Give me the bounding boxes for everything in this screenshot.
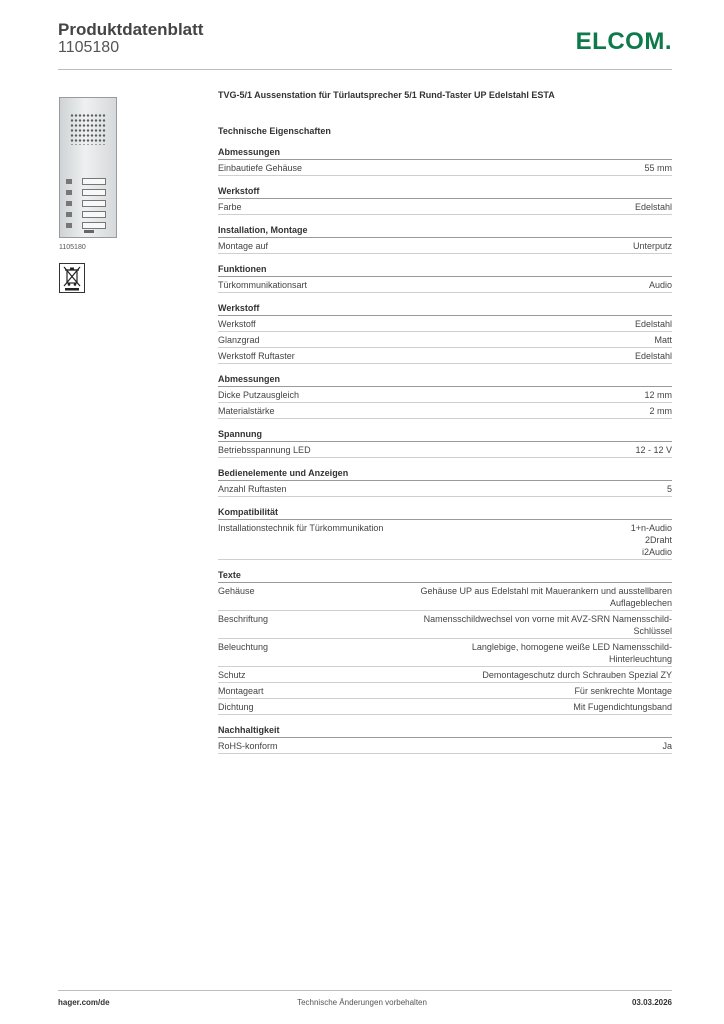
- speaker-grille: [70, 113, 106, 145]
- crossed-out-bin-icon: [59, 263, 85, 293]
- property-value-line: 1+n-Audio: [630, 523, 672, 533]
- section-heading: Bedienelemente und Anzeigen: [218, 468, 672, 481]
- property-value: [424, 613, 672, 637]
- call-button-row: [66, 200, 106, 207]
- property-value: [573, 701, 672, 713]
- section-heading: Abmessungen: [218, 374, 672, 387]
- property-row: [218, 316, 672, 332]
- property-row: [218, 738, 672, 754]
- property-value: [472, 641, 672, 665]
- property-row: [218, 332, 672, 348]
- property-section: [218, 374, 672, 419]
- property-section: [218, 186, 672, 215]
- section-heading: Abmessungen: [218, 147, 672, 160]
- property-value-line: Auflageblechen: [609, 598, 672, 608]
- property-label: Einbautiefe Gehäuse: [218, 163, 303, 173]
- property-row: [218, 160, 672, 176]
- property-label: RoHS-konform: [218, 741, 278, 751]
- property-value-line: Namensschildwechsel von vorne mit AVZ-SRN Namensschild-: [423, 614, 672, 624]
- property-value-line: Ja: [662, 741, 672, 751]
- property-row: [218, 199, 672, 215]
- property-value-line: Audio: [648, 280, 672, 290]
- property-label: Glanzgrad: [218, 335, 260, 345]
- property-row: [218, 277, 672, 293]
- property-label: Installationstechnik für Türkommunikation: [218, 523, 384, 533]
- property-section: [218, 429, 672, 458]
- property-value-line: Demontageschutz durch Schrauben Spezial ZY: [482, 670, 672, 680]
- property-value-line: Schlüssel: [633, 626, 672, 636]
- property-value: [644, 162, 672, 174]
- property-row: [218, 481, 672, 497]
- property-value-line: Unterputz: [632, 241, 672, 251]
- section-heading: Texte: [218, 570, 672, 583]
- property-row: [218, 238, 672, 254]
- property-row: [218, 348, 672, 364]
- call-button-row: [66, 211, 106, 218]
- property-value-line: 2Draht: [644, 535, 672, 545]
- article-number: 1105180: [58, 39, 120, 56]
- call-button-row: [66, 178, 106, 185]
- section-heading: Werkstoff: [218, 303, 672, 316]
- property-row: [218, 403, 672, 419]
- footer-divider: [58, 990, 672, 991]
- property-value: [649, 279, 672, 291]
- property-section: [218, 225, 672, 254]
- property-row: [218, 639, 672, 667]
- property-value-line: Matt: [654, 335, 672, 345]
- header-divider: [58, 69, 672, 70]
- property-value-line: Langlebige, homogene weiße LED Namensschild-: [471, 642, 672, 652]
- brand-mark: [84, 230, 94, 233]
- property-label: Montageart: [218, 686, 264, 696]
- product-image: [59, 97, 117, 238]
- property-section: [218, 725, 672, 754]
- property-label: Betriebsspannung LED: [218, 445, 311, 455]
- section-heading: Kompatibilität: [218, 507, 672, 520]
- property-section: [218, 303, 672, 364]
- property-row: [218, 583, 672, 611]
- property-value-line: 12 mm: [644, 390, 672, 400]
- property-row: [218, 667, 672, 683]
- property-section: [218, 468, 672, 497]
- elcom-logo: ELCOM.: [575, 28, 672, 55]
- footer-date: 03.03.2026: [631, 998, 672, 1007]
- property-section: [218, 507, 672, 560]
- call-button-row: [66, 222, 106, 229]
- property-label: Gehäuse: [218, 586, 255, 596]
- property-row: [218, 611, 672, 639]
- property-value: [635, 318, 672, 330]
- property-label: Materialstärke: [218, 406, 275, 416]
- property-value: [635, 444, 672, 456]
- property-row: [218, 683, 672, 699]
- property-value-line: 12 - 12 V: [635, 445, 672, 455]
- property-value-line: Hinterleuchtung: [608, 654, 672, 664]
- property-value-line: i2Audio: [641, 547, 672, 557]
- property-label: Werkstoff Ruftaster: [218, 351, 295, 361]
- property-value-line: Gehäuse UP aus Edelstahl mit Mauerankern und ausstellbaren: [420, 586, 672, 596]
- property-label: Dichtung: [218, 702, 254, 712]
- property-value-line: Mit Fugendichtungsband: [573, 702, 672, 712]
- section-heading: Spannung: [218, 429, 672, 442]
- property-value: [635, 201, 672, 213]
- property-value: [667, 483, 672, 495]
- property-value: [421, 585, 672, 609]
- property-row: [218, 442, 672, 458]
- section-heading: Installation, Montage: [218, 225, 672, 238]
- property-value: [574, 685, 672, 697]
- property-value-line: 5: [666, 484, 672, 494]
- tech-properties-heading: Technische Eigenschaften: [218, 126, 331, 136]
- product-title: TVG-5/1 Aussenstation für Türlautsprecher 5/1 Rund-Taster UP Edelstahl ESTA: [218, 90, 555, 100]
- property-label: Werkstoff: [218, 319, 256, 329]
- property-value-line: 2 mm: [649, 406, 672, 416]
- property-label: Dicke Putzausgleich: [218, 390, 300, 400]
- property-value-line: Edelstahl: [634, 351, 672, 361]
- property-value: [662, 740, 672, 752]
- datasheet-content: [218, 90, 672, 764]
- property-label: Türkommunikationsart: [218, 280, 308, 290]
- property-value-line: 55 mm: [644, 163, 672, 173]
- section-heading: Funktionen: [218, 264, 672, 277]
- property-label: Farbe: [218, 202, 242, 212]
- footer-website: hager.com/de: [58, 998, 110, 1007]
- section-heading: Werkstoff: [218, 186, 672, 199]
- property-label: Schutz: [218, 670, 246, 680]
- page-title: Produktdatenblatt: [58, 20, 204, 39]
- property-value: [482, 669, 672, 681]
- property-label: Montage auf: [218, 241, 269, 251]
- section-heading: Nachhaltigkeit: [218, 725, 672, 738]
- property-label: Beschriftung: [218, 614, 269, 624]
- property-value: [635, 350, 672, 362]
- property-section: [218, 570, 672, 715]
- property-section: [218, 147, 672, 176]
- property-value-line: Edelstahl: [634, 202, 672, 212]
- property-label: Beleuchtung: [218, 642, 269, 652]
- property-value: [654, 334, 672, 346]
- image-caption: 1105180: [59, 244, 86, 251]
- property-row: [218, 699, 672, 715]
- footer-disclaimer: Technische Änderungen vorbehalten: [297, 998, 427, 1007]
- call-button-row: [66, 189, 106, 196]
- property-value: [633, 240, 672, 252]
- property-value: [650, 405, 673, 417]
- property-label: Anzahl Ruftasten: [218, 484, 287, 494]
- property-value: [631, 522, 672, 558]
- property-section: [218, 264, 672, 293]
- property-sections: [218, 147, 672, 754]
- property-value-line: Edelstahl: [634, 319, 672, 329]
- property-row: [218, 520, 672, 560]
- property-value: [644, 389, 672, 401]
- property-value-line: Für senkrechte Montage: [574, 686, 672, 696]
- property-row: [218, 387, 672, 403]
